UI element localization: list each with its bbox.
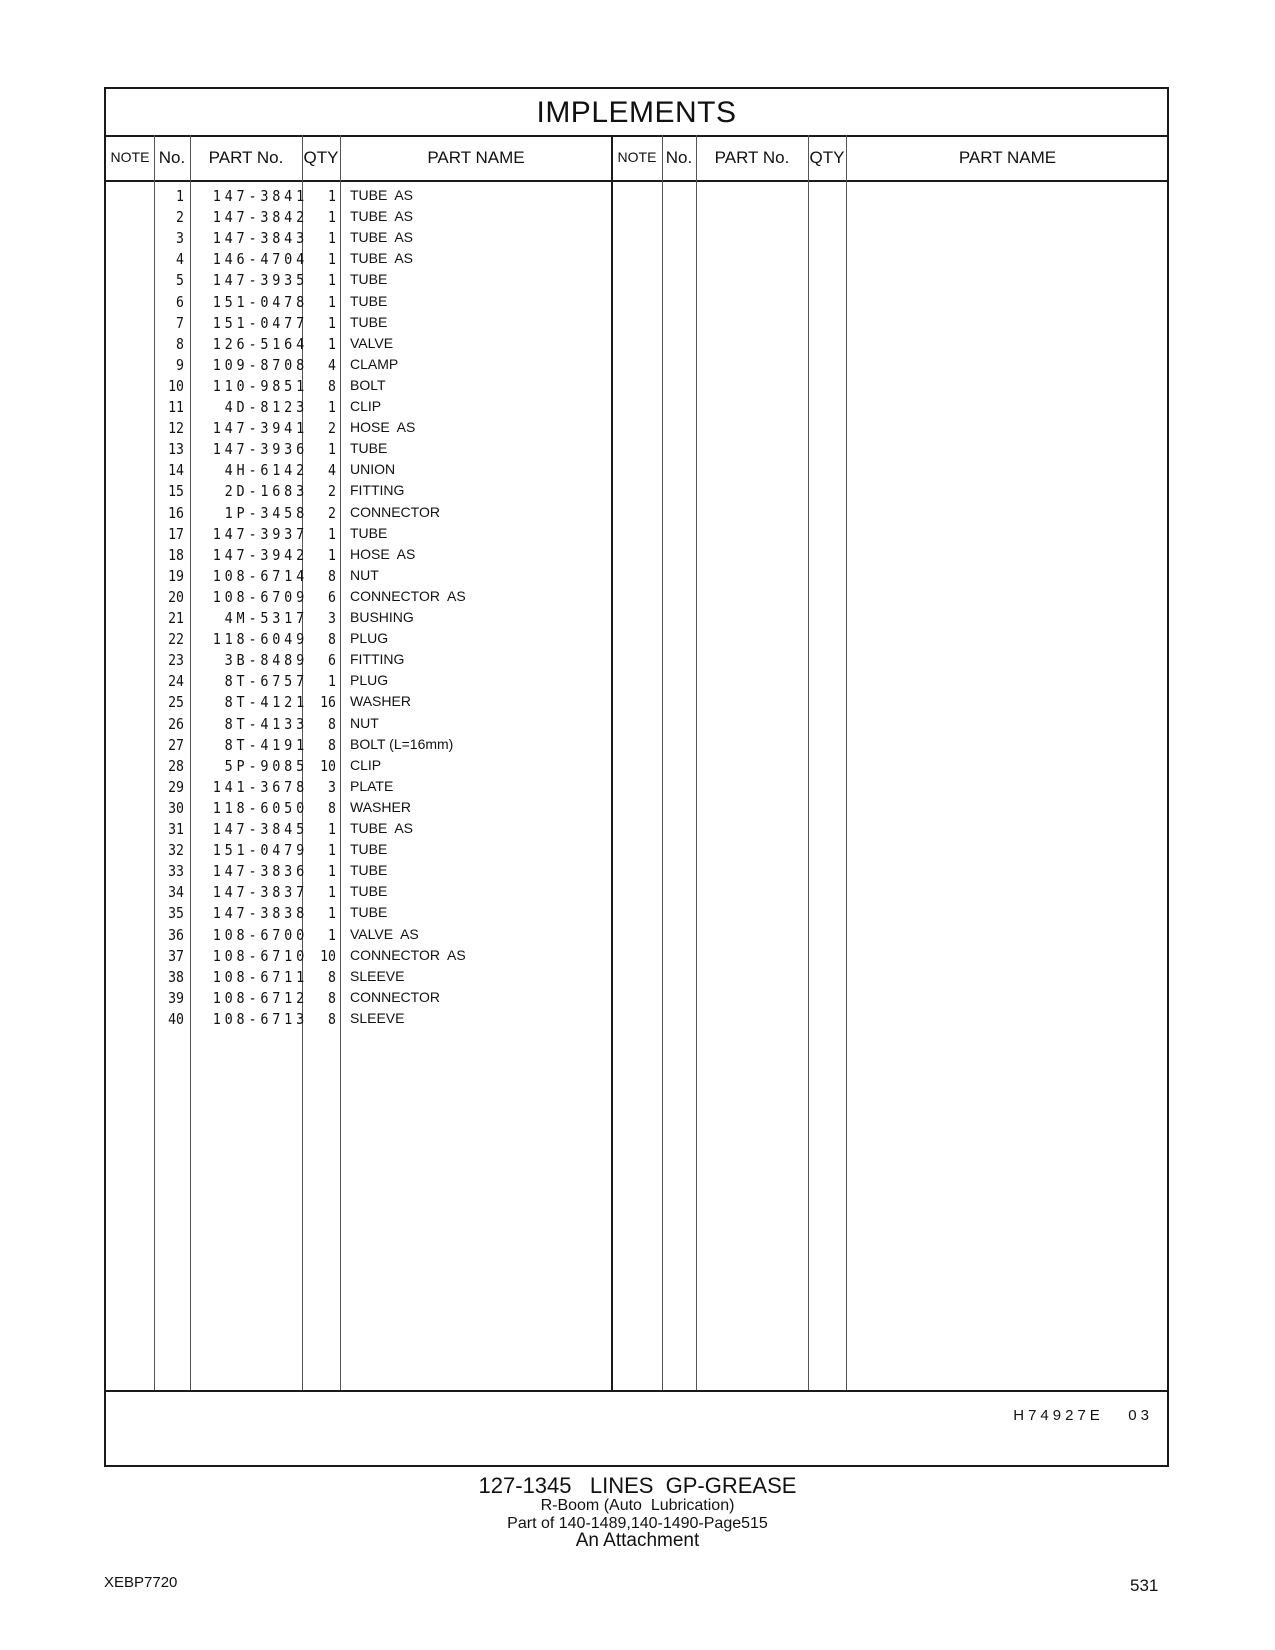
quantity: 3 [328,609,336,627]
quantity: 10 [320,756,336,775]
part-number: 108-6709 [212,587,308,606]
part-name: PLUG [350,672,389,689]
item-number: 2 [176,208,184,227]
quantity: 1 [328,440,336,459]
part-number: 108-6712 [212,988,308,1007]
table-row [106,797,1167,819]
table-row [106,1008,1167,1030]
item-number: 26 [168,714,184,733]
part-name: SLEEVE [350,1009,405,1026]
item-number: 33 [168,862,184,881]
header-part-name-right: PART NAME [958,148,1057,167]
table-row [106,691,1167,713]
quantity: 1 [328,250,336,269]
quantity: 4 [328,355,336,374]
part-number: 147-3841 [212,187,308,205]
item-number: 34 [168,883,184,902]
quantity: 1 [328,545,336,564]
part-number: 151-0478 [212,292,308,311]
item-number: 39 [168,988,184,1007]
table-row [106,734,1167,756]
table-row [106,480,1167,502]
header-qty-right: QTY [809,148,845,167]
quantity: 1 [328,524,336,543]
table-row [106,417,1167,439]
table-row [106,269,1167,291]
quantity: 8 [328,714,336,733]
part-name: TUBE AS [350,820,414,836]
part-number: 118-6049 [212,630,308,649]
part-name: TUBE [350,862,388,879]
part-number: 8T-6757 [224,672,308,691]
part-number: 146-4704 [212,250,308,269]
item-number: 32 [168,841,184,860]
quantity: 6 [328,651,336,670]
item-number: 1 [176,187,184,205]
part-name: TUBE AS [350,229,414,246]
part-number: 118-6050 [212,798,308,817]
part-name: FITTING [350,482,405,499]
group-reference: Part of 140-1489,140-1490-Page515 [507,1515,768,1532]
table-row [106,248,1167,270]
part-name: CLIP [350,756,382,773]
quantity: 2 [328,419,336,438]
quantity: 8 [328,988,336,1007]
table-row [106,881,1167,903]
header-note-right: NOTE [617,149,657,165]
part-number: 108-6714 [212,566,308,585]
item-number: 14 [168,461,184,480]
quantity: 1 [328,271,336,290]
quantity: 1 [328,672,336,691]
document-id: XEBP7720 [104,1574,178,1591]
item-number: 40 [168,1009,184,1028]
quantity: 4 [328,461,336,480]
group-title: 127-1345 LINES GP-GREASE [478,1473,797,1498]
part-number: 147-3837 [212,883,308,902]
table-header [106,135,1167,182]
table-row [106,628,1167,650]
item-number: 30 [168,798,184,817]
part-number: 108-6700 [212,925,308,944]
table-row [106,565,1167,587]
quantity: 1 [328,292,336,311]
quantity: 8 [328,735,336,754]
part-number: 1P-3458 [224,503,308,522]
part-number: 147-3942 [212,545,308,564]
part-name: UNION [350,461,396,478]
part-name: BUSHING [350,609,414,625]
part-number: 147-3941 [212,419,308,438]
table-row [106,227,1167,249]
part-number: 151-0479 [212,841,308,860]
item-number: 27 [168,735,184,754]
quantity: 1 [328,820,336,838]
table-row [106,839,1167,861]
item-number: 4 [176,250,184,269]
part-number: 108-6711 [212,967,308,986]
quantity: 1 [328,187,336,205]
part-number: 147-3838 [212,904,308,923]
quantity: 2 [328,482,336,501]
quantity: 1 [328,398,336,416]
header-no-right: No. [665,148,693,167]
quantity: 1 [328,925,336,944]
part-name: CONNECTOR AS [350,587,466,604]
part-number: 126-5164 [212,334,308,353]
part-name: SLEEVE [350,967,405,984]
part-name: BOLT (L=16mm) [350,735,454,752]
part-number: 5P-9085 [224,756,308,775]
quantity: 8 [328,798,336,817]
item-number: 15 [168,482,184,501]
table-row [106,902,1167,924]
item-number: 20 [168,587,184,606]
part-name: HOSE AS [350,419,416,436]
part-name: PLATE [350,777,394,794]
part-name: NUT [350,714,379,731]
quantity: 8 [328,967,336,986]
part-number: 147-3935 [212,271,308,290]
header-part-no-right: PART No. [714,148,790,167]
quantity: 1 [328,313,336,332]
header-note-left: NOTE [110,149,150,165]
table-row [106,291,1167,313]
part-number: 8T-4191 [224,735,308,754]
item-number: 10 [168,376,184,395]
part-name: TUBE AS [350,187,414,203]
table-row [106,818,1167,840]
item-number: 37 [168,946,184,965]
item-number: 9 [176,355,184,374]
part-name: CLAMP [350,355,399,372]
table-row [106,396,1167,418]
item-number: 8 [176,334,184,353]
part-name: TUBE [350,883,388,900]
part-name: NUT [350,566,379,583]
page-number: 531 [1130,1576,1159,1595]
header-part-no-left: PART No. [208,148,284,167]
table-row [106,354,1167,376]
quantity: 8 [328,1009,336,1028]
part-number: 110-9851 [212,376,308,395]
section-title: IMPLEMENTS [106,89,1167,137]
part-name: TUBE [350,524,388,541]
quantity: 6 [328,587,336,606]
table-row [106,649,1167,671]
header-part-name-left: PART NAME [427,148,525,167]
part-name: TUBE [350,904,388,921]
part-name: CONNECTOR AS [350,946,466,963]
part-name: CONNECTOR [350,503,440,520]
item-number: 3 [176,229,184,248]
part-name: TUBE AS [350,250,414,267]
part-name: TUBE [350,440,388,457]
quantity: 16 [320,693,336,712]
part-number: 4D-8123 [224,398,308,416]
part-number: 109-8708 [212,355,308,374]
table-row [106,312,1167,334]
table-row [106,713,1167,735]
quantity: 1 [328,208,336,227]
item-number: 16 [168,503,184,522]
part-name: WASHER [350,798,411,815]
part-number: 147-3937 [212,524,308,543]
part-number: 147-3842 [212,208,308,227]
table-row [106,523,1167,545]
table-row [106,586,1167,608]
part-number: 147-3936 [212,440,308,459]
item-number: 12 [168,419,184,438]
table-bottom-rule [106,1390,1167,1392]
table-row [106,924,1167,946]
table-row [106,860,1167,882]
table-row [106,945,1167,967]
group-attachment-note: An Attachment [575,1530,700,1551]
part-number: 147-3843 [212,229,308,248]
part-name: TUBE [350,292,388,309]
table-row [106,966,1167,988]
part-name: HOSE AS [350,545,416,562]
table-row [106,185,1167,207]
table-row [106,987,1167,1009]
parts-list-frame [104,87,1169,1467]
part-name: VALVE [350,334,394,351]
part-name: TUBE [350,841,388,858]
part-number: 3B-8489 [224,651,308,670]
group-subtitle: R-Boom (Auto Lubrication) [540,1497,735,1514]
header-qty-left: QTY [303,148,339,167]
item-number: 13 [168,440,184,459]
table-row [106,333,1167,355]
quantity: 1 [328,883,336,902]
table-row [106,438,1167,460]
part-name: TUBE [350,271,388,288]
quantity: 1 [328,229,336,248]
table-row [106,607,1167,629]
part-number: 4M-5317 [224,609,308,627]
part-number: 141-3678 [212,777,308,796]
table-row [106,544,1167,566]
part-name: CLIP [350,398,382,414]
part-number: 147-3845 [212,820,308,838]
quantity: 3 [328,777,336,796]
part-name: BOLT [350,376,386,393]
item-number: 23 [168,651,184,670]
item-number: 24 [168,672,184,691]
part-number: 8T-4121 [224,693,308,712]
item-number: 5 [176,271,184,290]
item-number: 7 [176,313,184,332]
part-name: TUBE AS [350,208,414,225]
part-name: CONNECTOR [350,988,440,1005]
table-row [106,375,1167,397]
item-number: 18 [168,545,184,564]
item-number: 19 [168,566,184,585]
drawing-code: H74927E 03 [1013,1407,1153,1424]
quantity: 8 [328,630,336,649]
item-number: 38 [168,967,184,986]
item-number: 36 [168,925,184,944]
part-number: 4H-6142 [224,461,308,480]
quantity: 1 [328,862,336,881]
part-name: FITTING [350,651,405,668]
part-name: PLUG [350,630,389,647]
item-number: 31 [168,820,184,838]
quantity: 10 [320,946,336,965]
quantity: 8 [328,376,336,395]
table-row [106,459,1167,481]
table-row [106,670,1167,692]
item-number: 29 [168,777,184,796]
part-number: 108-6713 [212,1009,308,1028]
quantity: 1 [328,841,336,860]
part-number: 2D-1683 [224,482,308,501]
item-number: 25 [168,693,184,712]
item-number: 11 [168,398,184,416]
quantity: 1 [328,904,336,923]
table-row [106,776,1167,798]
item-number: 35 [168,904,184,923]
table-row [106,755,1167,777]
quantity: 1 [328,334,336,353]
item-number: 6 [176,292,184,311]
table-row [106,502,1167,524]
part-name: TUBE [350,313,388,330]
part-number: 8T-4133 [224,714,308,733]
quantity: 2 [328,503,336,522]
item-number: 17 [168,524,184,543]
part-name: WASHER [350,693,411,710]
item-number: 28 [168,756,184,775]
part-number: 151-0477 [212,313,308,332]
quantity: 8 [328,566,336,585]
part-name: VALVE AS [350,925,419,942]
header-no-left: No. [158,148,186,167]
part-number: 108-6710 [212,946,308,965]
item-number: 22 [168,630,184,649]
part-number: 147-3836 [212,862,308,881]
item-number: 21 [168,609,184,627]
table-row [106,206,1167,228]
